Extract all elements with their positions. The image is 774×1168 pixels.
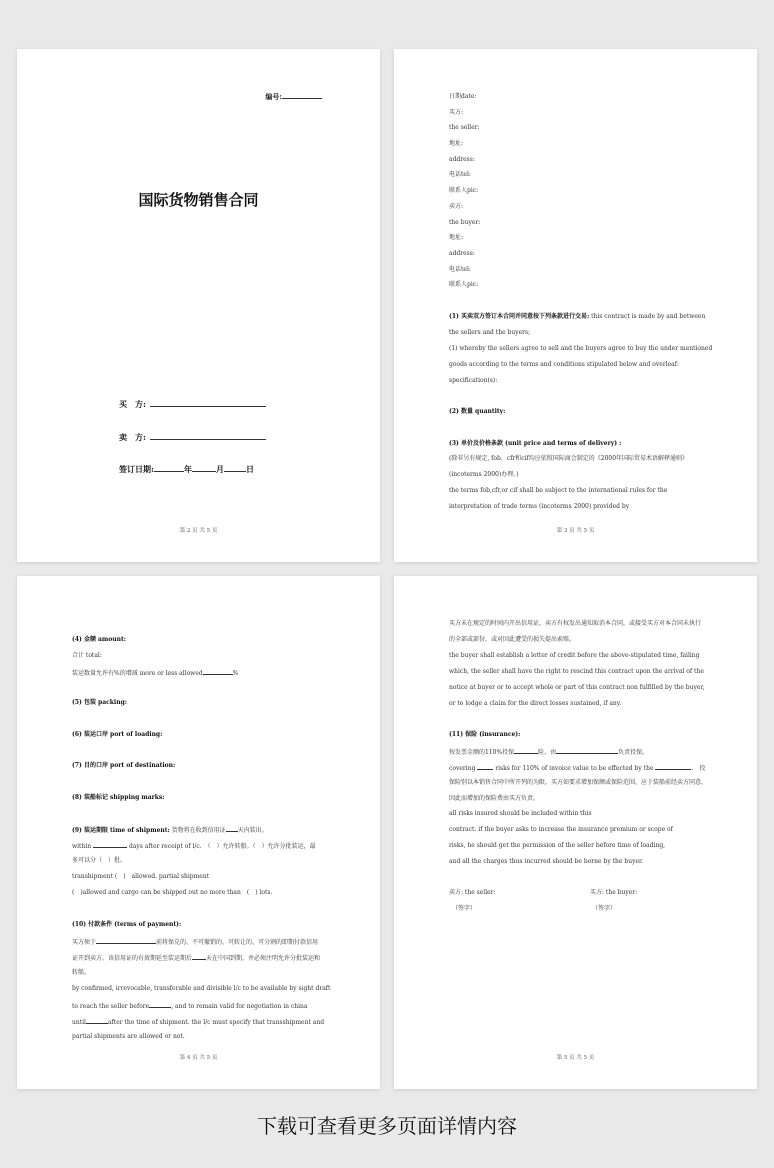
clause-10-line: by confirmed, irrevocable, transferable and divisible l/c to be available by sight draft — [72, 985, 331, 992]
clause-10-line — [72, 937, 318, 947]
party-line: 联系人pic: — [449, 187, 479, 194]
clause-9-line: ( )allowed and cargo can be shipped out no more than ( ) lots. — [72, 889, 273, 896]
insurance-by-blank — [655, 763, 691, 770]
clause-10-text: 买方须于 — [72, 939, 97, 946]
tolerance-line — [72, 668, 238, 678]
insurance-type-blank — [514, 747, 538, 754]
insurance-line — [449, 747, 648, 757]
clause-11-heading: (11) 保险 (insurance): — [449, 731, 521, 738]
contract-number-label: 编号: — [265, 92, 282, 101]
party-line: 电话tel: — [449, 266, 471, 273]
clause-1-text: this contract is made by and between — [589, 313, 706, 320]
clause-9 — [72, 825, 268, 835]
page-4 — [17, 576, 380, 1089]
buyer-blank — [150, 400, 266, 407]
insurance-line — [449, 763, 705, 773]
year-blank — [154, 465, 184, 472]
party-line: 联系人pic: — [449, 281, 479, 288]
clause-3-line: (incoterms 2000)办理。) — [449, 471, 519, 478]
clause-10-text: 证开到卖方。该信用证的有效期延至装运期后 — [72, 955, 193, 962]
clause-9-text-end: 天内装出。 — [237, 827, 268, 834]
page-2-cover — [17, 49, 380, 562]
clause-9-line: 多可以分（ ）批。 — [72, 857, 127, 864]
insurance-line: risks, he should get the permission of the seller before time of loading, — [449, 842, 666, 849]
total-line: 合计 total: — [72, 652, 102, 659]
insurance-covering: covering — [449, 765, 476, 772]
party-line: the buyer: — [449, 219, 481, 226]
clause-9-days-blank — [93, 841, 127, 848]
clause-7-heading: (7) 目的口岸 port of destination: — [72, 762, 176, 769]
clause-10-line: 转船。 — [72, 969, 91, 976]
clause-1 — [449, 313, 705, 321]
page-3 — [394, 49, 757, 562]
seller-signature-label: 卖方: the seller: — [449, 889, 496, 896]
party-line: 地址: — [449, 234, 464, 241]
clause-10-before-blank — [149, 1001, 171, 1008]
clause-5-heading: (5) 包装 packing: — [72, 699, 127, 706]
seller-signature-slot: （签字） — [452, 905, 477, 912]
clause-10-text-end: 天在中国到期，并必须注明允许分批装运和 — [206, 955, 321, 962]
clause-6-heading: (6) 装运口岸 port of loading: — [72, 731, 163, 738]
insurance-text-end: . 投 — [691, 765, 706, 772]
contract-number-blank — [282, 92, 322, 99]
clause-10-line: partial shipments are allowed or not. — [72, 1033, 185, 1040]
clause-8-heading: (8) 装船标记 shipping marks: — [72, 794, 165, 801]
payment-note-line: notice at buyer or to accept whole or part of this contract non fulfilled by the buyer, — [449, 684, 705, 691]
clause-1-line: (1) whereby the sellers agree to sell and the buyers agree to buy the under mentioned — [449, 345, 713, 352]
party-line: 日期date: — [449, 93, 477, 100]
download-caption: 下载可查看更多页面详情内容 — [257, 1114, 517, 1138]
party-line: the seller: — [449, 124, 480, 131]
clause-2-heading: (2) 数量 quantity: — [449, 408, 506, 415]
clause-10-text: to reach the seller before — [72, 1003, 150, 1010]
clause-1-line: goods according to the terms and conditions stipulated below and overleaf: — [449, 361, 679, 368]
clause-3-line: the terms fob,cfr,or cif shall be subject to the international rules for the — [449, 487, 668, 494]
insurance-line: and all the charges thus incurred should be borne by the buyer. — [449, 858, 644, 865]
clause-10-line — [72, 953, 320, 963]
party-line: address: — [449, 250, 475, 257]
party-line: 地址: — [449, 140, 464, 147]
clause-10-line — [72, 1001, 307, 1011]
insurance-line: all risks insured should be included within this — [449, 810, 592, 817]
page-footer: 第 2 页 共 5 页 — [179, 528, 218, 534]
clause-9-within: within — [72, 843, 92, 850]
clause-10-text: until — [72, 1019, 86, 1026]
day-label: 日 — [245, 464, 254, 474]
sign-date-field — [119, 464, 254, 475]
clause-9-blank — [226, 825, 238, 832]
seller-field — [119, 432, 266, 443]
insurance-line: 保险别以本销售合同中所开列的为限，买方如要求增加保额或保险范围，应于装船前经卖方同意， — [449, 779, 708, 786]
payment-note-line: 买方未在规定的时间内开出信用证，卖方有权发出通知取消本合同，或接受买方对本合同未执行 — [449, 620, 702, 627]
tolerance-percent: % — [232, 670, 239, 677]
clause-9-line — [72, 841, 316, 851]
month-label: 月 — [215, 464, 224, 474]
contract-title: 国际货物销售合同 — [138, 191, 259, 209]
clause-10-text-end: after the time of shipment. the l/c must specify that transshipment and — [107, 1019, 325, 1026]
clause-3-heading: (3) 单价及价格条款 (unit price and terms of delivery) : — [449, 440, 622, 447]
insurance-text: risks for 110% of invoice value to be effected by the — [495, 765, 654, 772]
clause-10-line — [72, 1017, 324, 1027]
buyer-field — [119, 399, 266, 410]
seller-blank — [150, 433, 266, 440]
page-5 — [394, 576, 757, 1089]
clause-9-heading: (9) 装运期限 time of shipment: — [72, 827, 170, 834]
insurance-party-blank — [556, 747, 618, 754]
party-line: 电话tel: — [449, 171, 471, 178]
page-footer: 第 4 页 共 5 页 — [179, 1055, 218, 1061]
page-footer: 第 3 页 共 5 页 — [556, 528, 595, 534]
insurance-text-end: 负责投保。 — [618, 749, 649, 756]
payment-note-line: the buyer shall establish a letter of credit before the above-stipulated time, failing — [449, 652, 700, 659]
payment-note-line: which, the seller shall have the right to rescind this contract upon the arrival of the — [449, 668, 704, 675]
payment-note-line: or to lodge a claim for the direct losses sustained, if any. — [449, 700, 622, 707]
clause-10-heading: (10) 付款条件 (terms of payment): — [72, 921, 182, 928]
clause-10-days-blank — [192, 953, 206, 960]
year-label: 年 — [183, 464, 192, 474]
buyer-signature-slot: （签字） — [592, 905, 617, 912]
clause-10-text-end: , and to remain valid for negotiation in china — [171, 1003, 308, 1010]
clause-4-heading: (4) 金额 amount: — [72, 636, 126, 643]
page-footer: 第 5 页 共 5 页 — [556, 1055, 595, 1061]
clause-9-days-text: days after receipt of l/c. （ ）允许转船。（ ）允许分批装运，最 — [128, 843, 316, 850]
clause-9-line: transhipment ( ) allowed. partial shipment — [72, 873, 210, 880]
clause-3-line: (除非另有规定, fob、cfr和cif均应依照国际商会制定的《2000年国际贸易术语解释通则》 — [449, 455, 689, 462]
clause-1-line: the sellers and the buyers; — [449, 329, 531, 336]
clause-9-text: 货物将在收到信用证 — [169, 827, 226, 834]
clause-10-text-end: 前将保兑的、不可撤销的、可转让的、可分割的即期付款信用 — [156, 939, 319, 946]
clause-1-heading: (1) 买卖双方签订本合同并同意按下列条款进行交易: — [449, 313, 590, 320]
contract-number-field — [265, 92, 322, 102]
clause-10-until-blank — [86, 1017, 108, 1024]
seller-label: 卖 方: — [119, 432, 146, 442]
buyer-label: 买 方: — [119, 399, 146, 409]
payment-note-line: 的全部或部份，或对因此遭受的损失提出索赔。 — [449, 636, 576, 643]
insurance-line: 因此而增加的保险费由买方负责。 — [449, 795, 540, 802]
insurance-text: 按发票金额的110%投保 — [449, 749, 515, 756]
day-blank — [224, 465, 246, 472]
tolerance-text: 装运数量允许有%的增减 more or less allowed — [72, 670, 203, 677]
sign-date-label: 签订日期: — [119, 464, 154, 474]
party-line: 卖方: — [449, 203, 464, 210]
clause-10-date-blank — [96, 937, 156, 944]
tolerance-blank — [203, 668, 233, 675]
buyer-signature-label: 买方: the buyer: — [590, 889, 638, 896]
insurance-line: contract. if the buyer asks to increase the insurance premium or scope of — [449, 826, 673, 833]
clause-3-line: interpretation of trade terms (incoterms 2000) provided by — [449, 503, 630, 510]
insurance-text-mid: 险，由 — [538, 749, 557, 756]
insurance-risk-blank — [477, 763, 493, 770]
month-blank — [192, 465, 216, 472]
party-line: address: — [449, 156, 475, 163]
party-line: 买方: — [449, 109, 464, 116]
clause-1-line: specification(s): — [449, 377, 498, 384]
